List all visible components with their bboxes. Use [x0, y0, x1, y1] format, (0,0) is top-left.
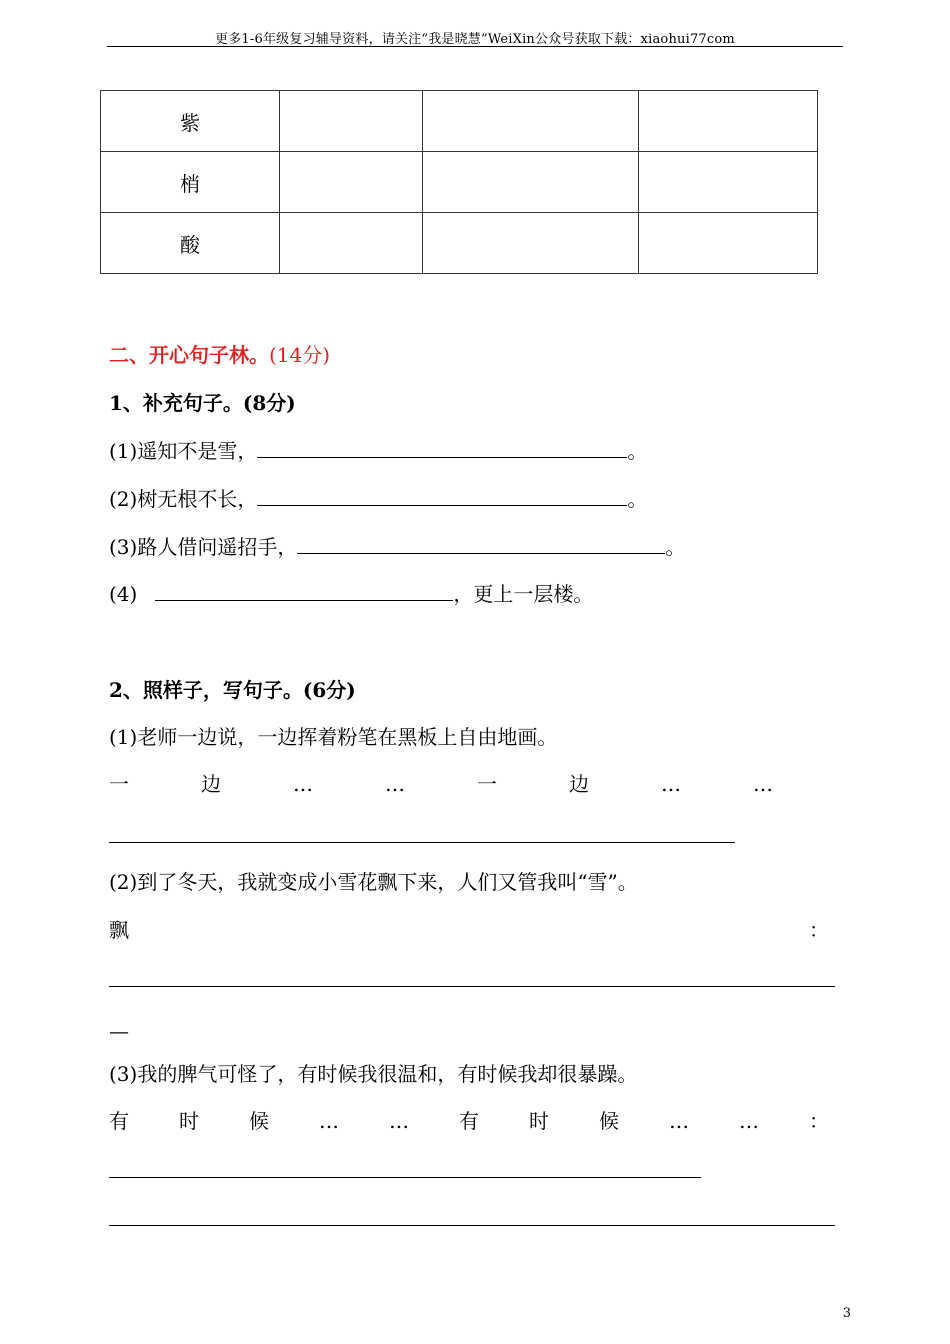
pattern-char: … — [661, 772, 681, 796]
pattern-char: 候 — [599, 1109, 619, 1133]
fill-item-3 — [109, 534, 685, 560]
section2-points: (14分) — [269, 343, 331, 367]
fill-item-prefix: (2)树无根不长， — [109, 487, 258, 511]
q2-pattern — [109, 917, 829, 943]
table-cell-blank[interactable] — [280, 91, 423, 152]
section2-heading — [109, 342, 330, 368]
answer-blank[interactable] — [155, 582, 453, 601]
fill-item-prefix: (1)遥知不是雪， — [109, 439, 258, 463]
fill-item-4 — [109, 581, 593, 607]
pattern-colon: ： — [809, 1109, 829, 1133]
pattern-word: 飘 — [109, 918, 129, 942]
fill-item-prefix: (3)路人借问遥招手， — [109, 535, 298, 559]
page-number: 3 — [842, 1306, 851, 1321]
answer-line[interactable] — [109, 842, 735, 843]
fill-item-suffix: 。 — [665, 535, 686, 559]
answer-line[interactable] — [109, 1225, 835, 1226]
q3-sentence: (3)我的脾气可怪了，有时候我很温和，有时候我却很暴躁。 — [109, 1062, 638, 1086]
table-cell-blank[interactable] — [423, 213, 639, 274]
fill-item-2 — [109, 486, 647, 512]
table-cell-blank[interactable] — [423, 91, 639, 152]
fill-item-1 — [109, 438, 647, 464]
table-cell-blank[interactable] — [639, 152, 818, 213]
pattern-char: 候 — [249, 1109, 269, 1133]
pattern-char: … — [319, 1109, 339, 1133]
table-cell-blank[interactable] — [639, 213, 818, 274]
pattern-char: … — [293, 772, 313, 796]
table-cell-blank[interactable] — [423, 152, 639, 213]
pattern-colon: ： — [809, 918, 829, 942]
section2-title: 二、开心句子林。 — [109, 343, 269, 367]
table-cell-blank[interactable] — [280, 152, 423, 213]
pattern-char: … — [669, 1109, 689, 1133]
fill-item-suffix: 。 — [627, 439, 648, 463]
answer-blank[interactable] — [297, 535, 665, 554]
table-cell-char: 酸 — [101, 213, 280, 274]
answer-line[interactable] — [109, 1177, 701, 1178]
part1-title: 1、补充句子。(8分) — [109, 391, 296, 415]
pattern-char: 有 — [109, 1109, 129, 1133]
pattern-char: … — [753, 772, 773, 796]
table-cell-char: 紫 — [101, 91, 280, 152]
pattern-char: … — [385, 772, 405, 796]
part2-title: 2、照样子，写句子。(6分) — [109, 678, 356, 702]
q1-sentence: (1)老师一边说，一边挥着粉笔在黑板上自由地画。 — [109, 725, 558, 749]
pattern-char: 时 — [529, 1109, 549, 1133]
table-row — [101, 213, 818, 274]
table-cell-blank[interactable] — [639, 91, 818, 152]
pattern-char: 一 — [477, 772, 497, 796]
fill-item-suffix: 。 — [627, 487, 648, 511]
answer-blank[interactable] — [257, 487, 627, 506]
pattern-char: 一 — [109, 772, 129, 796]
q2-sentence: (2)到了冬天，我就变成小雪花飘下来，人们又管我叫“雪”。 — [109, 870, 638, 894]
pattern-char: 边 — [569, 772, 589, 796]
table-cell-blank[interactable] — [280, 213, 423, 274]
fill-item-prefix: (4) — [109, 582, 138, 606]
pattern-char: 时 — [179, 1109, 199, 1133]
q2-tail: — — [109, 1019, 129, 1043]
table-cell-char: 梢 — [101, 152, 280, 213]
pattern-char: 有 — [459, 1109, 479, 1133]
character-table — [100, 90, 818, 274]
fill-item-suffix: ，更上一层楼。 — [453, 582, 594, 606]
answer-line[interactable] — [109, 986, 835, 987]
q1-pattern — [109, 771, 773, 797]
table-row — [101, 91, 818, 152]
pattern-char: … — [739, 1109, 759, 1133]
page-header: 更多1-6年级复习辅导资料，请关注“我是晓慧”WeiXin公众号获取下载：xiaohui77com — [215, 32, 735, 47]
table-row — [101, 152, 818, 213]
header-rule — [107, 46, 843, 47]
pattern-char: 边 — [201, 772, 221, 796]
q3-pattern — [109, 1108, 829, 1134]
pattern-char: … — [389, 1109, 409, 1133]
answer-blank[interactable] — [257, 439, 627, 458]
